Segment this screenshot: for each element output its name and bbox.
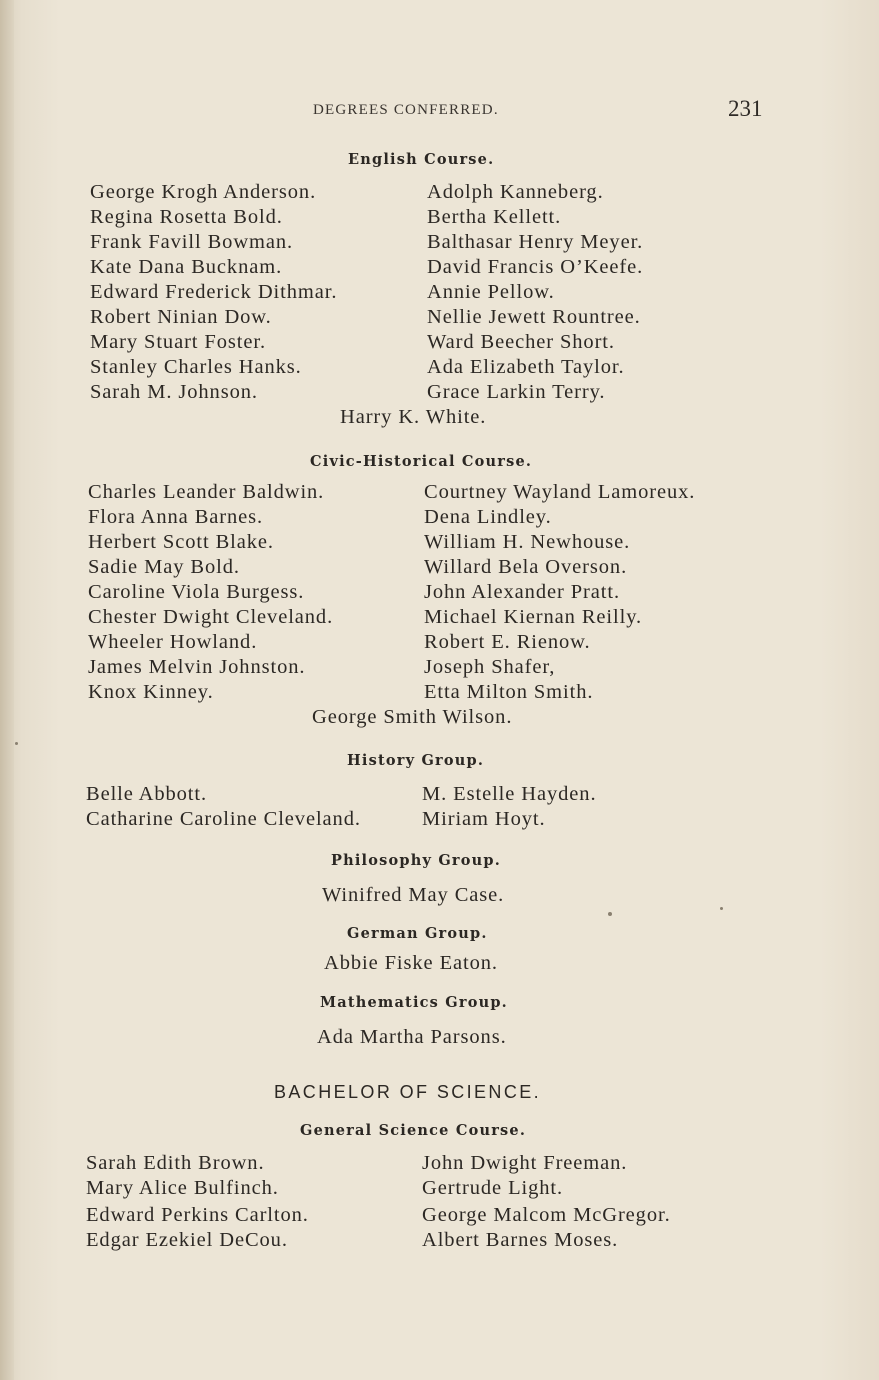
graduate-name: Robert Ninian Dow. — [90, 306, 272, 328]
graduate-name: Ada Elizabeth Taylor. — [427, 356, 625, 378]
graduate-name: M. Estelle Hayden. — [422, 783, 597, 805]
graduate-name: David Francis O’Keefe. — [427, 256, 644, 278]
graduate-name: Adolph Kanneberg. — [427, 181, 604, 203]
graduate-name: Balthasar Henry Meyer. — [427, 231, 644, 253]
graduate-name: Albert Barnes Moses. — [422, 1229, 619, 1251]
graduate-name: Winifred May Case. — [322, 884, 505, 906]
degree-title: BACHELOR OF SCIENCE. — [274, 1082, 542, 1102]
graduate-name: Wheeler Howland. — [88, 631, 258, 653]
graduate-name: Catharine Caroline Cleveland. — [86, 808, 361, 830]
graduate-name: Edgar Ezekiel DeCou. — [86, 1229, 288, 1251]
graduate-name: Kate Dana Bucknam. — [90, 256, 283, 278]
graduate-name: Bertha Kellett. — [427, 206, 562, 228]
graduate-name: Sarah Edith Brown. — [86, 1152, 265, 1174]
graduate-name: Edward Perkins Carlton. — [86, 1204, 309, 1226]
section-heading-philosophy: Philosophy Group. — [331, 852, 501, 869]
graduate-name: Joseph Shafer, — [424, 656, 556, 678]
graduate-name: Abbie Fiske Eaton. — [324, 952, 498, 974]
graduate-name-centered: George Smith Wilson. — [312, 706, 513, 728]
graduate-name: John Dwight Freeman. — [422, 1152, 628, 1174]
section-heading-english: English Course. — [348, 151, 495, 168]
graduate-name: Mary Alice Bulfinch. — [86, 1177, 279, 1199]
paper-speck — [15, 742, 18, 745]
graduate-name-centered: Harry K. White. — [340, 406, 487, 428]
graduate-name: William H. Newhouse. — [424, 531, 631, 553]
graduate-name: Mary Stuart Foster. — [90, 331, 266, 353]
graduate-name: Nellie Jewett Rountree. — [427, 306, 641, 328]
paper-speck — [720, 907, 723, 910]
graduate-name: John Alexander Pratt. — [424, 581, 620, 603]
graduate-name: Chester Dwight Cleveland. — [88, 606, 334, 628]
section-heading-mathematics: Mathematics Group. — [320, 994, 508, 1011]
paper-speck — [608, 912, 612, 916]
graduate-name: Ward Beecher Short. — [427, 331, 615, 353]
graduate-name: Robert E. Rienow. — [424, 631, 591, 653]
graduate-name: James Melvin Johnston. — [88, 656, 306, 678]
page-binding-edge — [0, 0, 14, 1380]
graduate-name: George Krogh Anderson. — [90, 181, 317, 203]
graduate-name: Belle Abbott. — [86, 783, 208, 805]
graduate-name: Willard Bela Overson. — [424, 556, 628, 578]
section-heading-history: History Group. — [347, 752, 485, 769]
graduate-name: Dena Lindley. — [424, 506, 552, 528]
graduate-name: Edward Frederick Dithmar. — [90, 281, 338, 303]
graduate-name: Regina Rosetta Bold. — [90, 206, 283, 228]
graduate-name: Etta Milton Smith. — [424, 681, 594, 703]
graduate-name: Caroline Viola Burgess. — [88, 581, 305, 603]
graduate-name: Ada Martha Parsons. — [317, 1026, 507, 1048]
graduate-name: Flora Anna Barnes. — [88, 506, 264, 528]
graduate-name: Frank Favill Bowman. — [90, 231, 294, 253]
page-number: 231 — [728, 96, 763, 121]
graduate-name: Gertrude Light. — [422, 1177, 564, 1199]
section-heading-general-science: General Science Course. — [300, 1122, 527, 1139]
graduate-name: Stanley Charles Hanks. — [90, 356, 302, 378]
running-title: DEGREES CONFERRED. — [313, 102, 499, 118]
section-heading-civic-historical: Civic-Historical Course. — [310, 453, 533, 470]
graduate-name: Grace Larkin Terry. — [427, 381, 606, 403]
graduate-name: Herbert Scott Blake. — [88, 531, 274, 553]
graduate-name: Michael Kiernan Reilly. — [424, 606, 643, 628]
section-heading-german: German Group. — [347, 925, 488, 942]
graduate-name: Sadie May Bold. — [88, 556, 240, 578]
graduate-name: Miriam Hoyt. — [422, 808, 546, 830]
graduate-name: Courtney Wayland Lamoreux. — [424, 481, 696, 503]
graduate-name: Annie Pellow. — [427, 281, 555, 303]
graduate-name: Knox Kinney. — [88, 681, 214, 703]
graduate-name: Charles Leander Baldwin. — [88, 481, 325, 503]
graduate-name: George Malcom McGregor. — [422, 1204, 671, 1226]
graduate-name: Sarah M. Johnson. — [90, 381, 258, 403]
